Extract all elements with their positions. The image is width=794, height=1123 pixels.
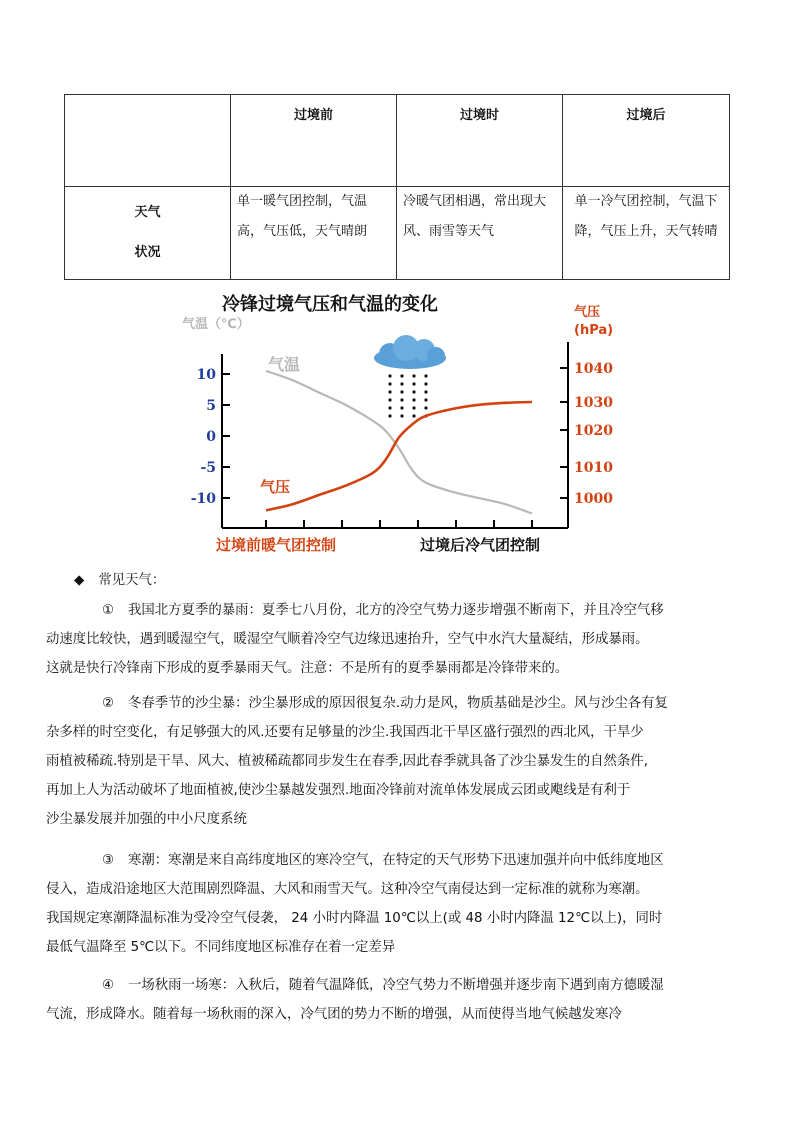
rain-drop — [400, 390, 403, 393]
paragraph-2 — [46, 689, 734, 834]
paragraph-line: 侵入，造成沿途地区大范围剧烈降温、大风和雨雪天气。这种冷空气南侵达到一定标准的就称为寒潮。 — [46, 882, 649, 897]
table-header-during: 过境时 — [397, 95, 563, 187]
x-label-left: 过境前暖气团控制 — [216, 536, 337, 554]
rain-drops-icon — [388, 374, 427, 417]
paragraph-line: 我国规定寒潮降温标准为受冷空气侵袭， 24 小时内降温 10℃以上(或 48 小时内降温 12℃以上)，同时 — [46, 911, 663, 926]
paragraph-4-number: ④ — [102, 978, 115, 993]
rain-drop — [412, 382, 415, 385]
paragraph-line: 一场秋雨一场寒：入秋后，随着气温降低，冷空气势力不断增强并逐步南下遇到南方德暖湿 — [128, 978, 664, 993]
rain-drop — [412, 398, 415, 401]
rain-drop — [424, 398, 427, 401]
rain-drop — [424, 406, 427, 409]
right-tick-label: 1030 — [574, 395, 613, 411]
bullet-diamond-icon: ◆ — [74, 573, 85, 588]
rain-drop — [388, 374, 391, 377]
row-label-line1: 天气 — [134, 205, 161, 220]
pressure-series-line — [266, 402, 532, 510]
left-tick-label: 10 — [196, 367, 216, 383]
paragraph-4 — [46, 971, 734, 1029]
table-header-empty — [65, 95, 231, 187]
paragraph-line: 冬春季节的沙尘暴：沙尘暴形成的原因很复杂.动力是风，物质基础是沙尘。风与沙尘各有复 — [128, 696, 668, 711]
paragraph-line: 我国北方夏季的暴雨：夏季七八月份，北方的冷空气势力逐步增强不断南下，并且冷空气移 — [128, 603, 664, 618]
paragraph-line: 沙尘暴发展并加强的中小尺度系统 — [46, 812, 247, 827]
rain-drop — [400, 382, 403, 385]
paragraph-3 — [46, 846, 734, 962]
rain-drop — [412, 406, 415, 409]
left-tick-label: -10 — [190, 491, 216, 507]
right-axis-label-line1: 气压 — [574, 305, 601, 320]
rain-drop — [388, 390, 391, 393]
right-tick-label: 1020 — [574, 423, 613, 439]
right-tick-label: 1000 — [574, 491, 613, 507]
paragraph-line: 动速度比较快，遇到暖湿空气，暖湿空气顺着冷空气边缘迅速抬升，空气中水汽大量凝结，形成暴雨。 — [46, 632, 649, 647]
pressure-series-label: 气压 — [260, 478, 291, 496]
left-tick-label: -5 — [200, 460, 216, 476]
cloud-icon — [374, 335, 446, 369]
table-header-after: 过境后 — [563, 95, 730, 187]
paragraph-3-number: ③ — [102, 853, 115, 868]
rain-drop — [400, 374, 403, 377]
right-tick-label: 1010 — [574, 460, 613, 476]
temperature-series-line — [266, 371, 532, 514]
paragraph-line: 雨植被稀疏.特别是干旱、风大、植被稀疏都同步发生在春季,因此春季就具备了沙尘暴发生的自然条件, — [46, 754, 648, 769]
rain-drop — [388, 406, 391, 409]
paragraph-line: 气流，形成降水。随着每一场秋雨的深入，冷气团的势力不断的增强，从而使得当地气候越发寒冷 — [46, 1007, 622, 1022]
section-heading — [74, 566, 165, 595]
right-axis-label-line2: (hPa) — [574, 323, 614, 338]
rain-drop — [424, 390, 427, 393]
cell-before: 单一暖气团控制，气温高，气压低，天气晴朗 — [231, 187, 397, 280]
rain-drop — [412, 390, 415, 393]
table-row-weather — [65, 187, 730, 280]
rain-drop — [388, 382, 391, 385]
rain-drop — [412, 374, 415, 377]
left-tick-label: 5 — [206, 398, 216, 414]
paragraph-2-number: ② — [102, 696, 115, 711]
cell-after: 单一冷气团控制，气温下降，气压上升，天气转晴 — [563, 187, 730, 280]
paragraph-line: 杂多样的时空变化，有足够强大的风.还要有足够量的沙尘.我国西北干旱区盛行强烈的西北风，干旱少 — [46, 725, 644, 740]
cold-front-chart — [180, 282, 620, 562]
rain-drop — [424, 374, 427, 377]
paragraph-line: 再加上人为活动破坏了地面植被,使沙尘暴越发强烈.地面冷锋前对流单体发展成云团或飑线是有利于 — [46, 783, 631, 798]
paragraph-line: 最低气温降至 5℃以下。不同纬度地区标准存在着一定差异 — [46, 940, 396, 955]
left-axis-label: 气温（℃） — [182, 317, 250, 332]
right-tick-label: 1040 — [574, 361, 613, 377]
paragraph-line: 这就是快行冷锋南下形成的夏季暴雨天气。注意：不是所有的夏季暴雨都是冷锋带来的。 — [46, 661, 569, 676]
row-label — [65, 187, 231, 280]
row-label-line2: 状况 — [134, 245, 161, 260]
cold-front-table — [64, 94, 730, 280]
rain-drop — [388, 398, 391, 401]
left-tick-label: 0 — [206, 429, 216, 445]
x-label-right: 过境后冷气团控制 — [420, 536, 541, 554]
table-header-before: 过境前 — [231, 95, 397, 187]
paragraph-1 — [46, 596, 734, 683]
cell-during: 冷暖气团相遇，常出现大风、雨雪等天气 — [397, 187, 563, 280]
temperature-series-label: 气温 — [268, 355, 301, 374]
paragraph-1-number: ① — [102, 603, 115, 618]
rain-drop — [400, 414, 403, 417]
rain-drop — [400, 406, 403, 409]
paragraph-line: 寒潮：寒潮是来自高纬度地区的寒冷空气，在特定的天气形势下迅速加强并向中低纬度地区 — [128, 853, 664, 868]
rain-drop — [388, 414, 391, 417]
table-header-row — [65, 95, 730, 187]
rain-drop — [424, 382, 427, 385]
section-title: 常见天气： — [98, 573, 166, 588]
chart-title: 冷锋过境气压和气温的变化 — [222, 294, 438, 315]
rain-drop — [400, 398, 403, 401]
rain-drop — [412, 414, 415, 417]
